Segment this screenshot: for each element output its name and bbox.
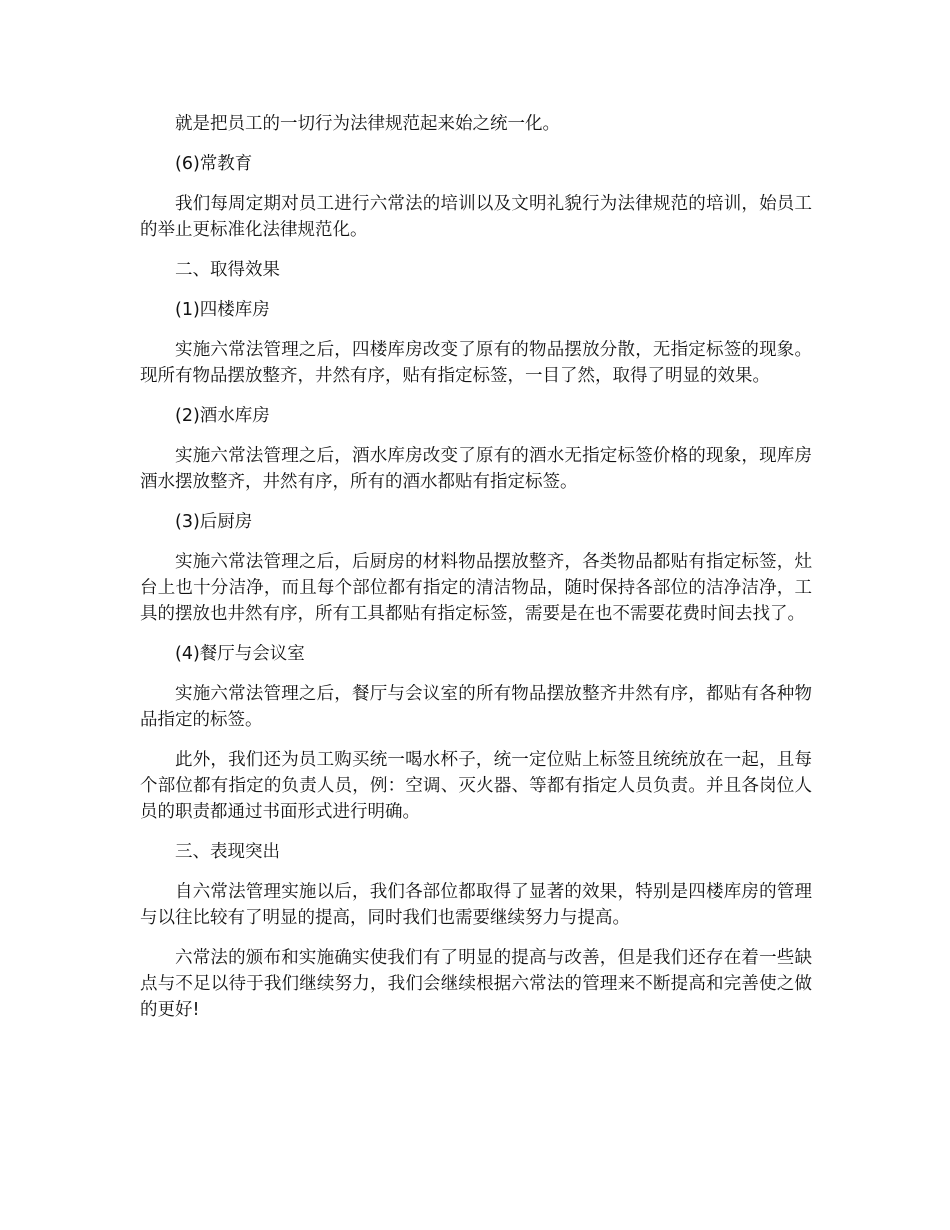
body-paragraph: 就是把员工的一切行为法律规范起来始之统一化。 [175, 114, 560, 134]
section-subheading: (4)餐厅与会议室 [175, 644, 305, 664]
section-subheading: (2)酒水库房 [175, 406, 270, 426]
body-paragraph: 实施六常法管理之后，四楼库房改变了原有的物品摆放分散，无指定标签的现象。现所有物品摆放整齐，井然有序，贴有指定标签，一目了然，取得了明显的效果。 [140, 340, 812, 386]
document-body [140, 111, 812, 1037]
body-paragraph: 此外，我们还为员工购买统一喝水杯子，统一定位贴上标签且统统放在一起，且每个部位都有指定的负责人员，例：空调、灭火器、等都有指定人员负责。并且各岗位人员的职责都通过书面形式进行明确。 [140, 750, 812, 822]
body-paragraph: 实施六常法管理之后，餐厅与会议室的所有物品摆放整齐井然有序，都贴有各种物品指定的标签。 [140, 684, 812, 730]
body-paragraph: 我们每周定期对员工进行六常法的培训以及文明礼貌行为法律规范的培训，始员工的举止更标准化法律规范化。 [140, 194, 812, 240]
section-subheading: (3)后厨房 [175, 512, 253, 532]
section-subheading: (1)四楼库房 [175, 300, 270, 320]
section-subheading: (6)常教育 [175, 154, 253, 174]
body-paragraph: 实施六常法管理之后，酒水库房改变了原有的酒水无指定标签价格的现象，现库房酒水摆放整齐，井然有序，所有的酒水都贴有指定标签。 [140, 446, 812, 492]
section-heading: 二、取得效果 [175, 260, 280, 280]
body-paragraph: 自六常法管理实施以后，我们各部位都取得了显著的效果，特别是四楼库房的管理与以往比较有了明显的提高，同时我们也需要继续努力与提高。 [140, 882, 812, 928]
body-paragraph: 六常法的颁布和实施确实使我们有了明显的提高与改善，但是我们还存在着一些缺点与不足以待于我们继续努力，我们会继续根据六常法的管理来不断提高和完善使之做的更好! [140, 948, 812, 1020]
section-heading: 三、表现突出 [175, 842, 280, 862]
body-paragraph: 实施六常法管理之后，后厨房的材料物品摆放整齐，各类物品都贴有指定标签，灶台上也十分洁净，而且每个部位都有指定的清洁物品，随时保持各部位的洁净洁净，工具的摆放也井然有序，所有工具都贴有指定标签，需要是在也不需要花费时间去找了。 [140, 552, 812, 624]
